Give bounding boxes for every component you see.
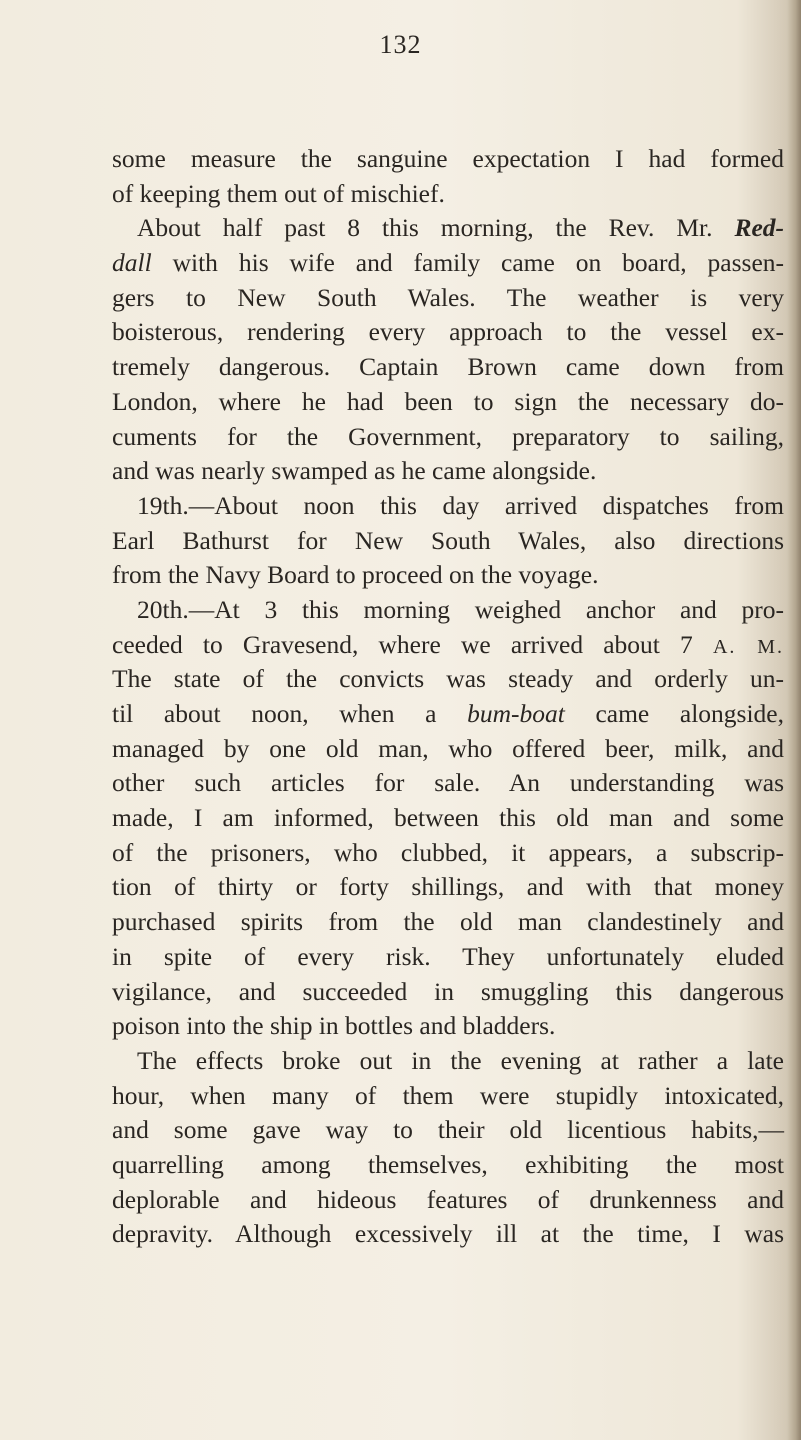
text-line: The effects broke out in the evening at rather a late [137,1045,784,1075]
text-line: dall with his wife and family came on board, passen- [112,248,784,278]
text-line: and was nearly swamped as he came alongside. [112,456,597,486]
text-line: ceeded to Gravesend, where we arrived about 7 A. M. [112,629,785,659]
text-line: of keeping them out of mischief. [112,178,445,208]
text-line: gers to New South Wales. The weather is very [112,282,784,312]
text-line: quarrelling among themselves, exhibiting the most [112,1149,784,1179]
text-line: tremely dangerous. Captain Brown came down from [112,352,784,382]
text-line: purchased spirits from the old man clandestinely and [112,907,784,937]
text-line: of the prisoners, who clubbed, it appears, a subscrip- [112,837,784,867]
text-line: cuments for the Government, preparatory to sailing, [112,421,784,451]
text-line: in spite of every risk. They unfortunately eluded [112,941,784,971]
text-line: other such articles for sale. An understanding was [112,768,784,798]
text-line: poison into the ship in bottles and bladders. [112,1011,556,1041]
text-line: from the Navy Board to proceed on the voyage. [112,560,599,590]
text-line: hour, when many of them were stupidly intoxicated, [112,1080,784,1110]
text-line: vigilance, and succeeded in smuggling this dangerous [112,976,784,1006]
body-text [112,142,784,1252]
text-line: managed by one old man, who offered beer, milk, and [112,733,784,763]
text-line: tion of thirty or forty shillings, and with that money [112,872,784,902]
text-line: made, I am informed, between this old man and some [112,803,784,833]
text-line: 20th.—At 3 this morning weighed anchor and pro- [137,594,784,624]
text-line: and some gave way to their old licentious habits,— [112,1115,784,1145]
text-line: About half past 8 this morning, the Rev. Mr. Red- [137,213,785,243]
text-line: til about noon, when a bum-boat came alongside, [112,699,784,728]
text-line: boisterous, rendering every approach to the vessel ex- [112,317,784,347]
text-line: deplorable and hideous features of drunkenness and [112,1184,784,1214]
text-line: Earl Bathurst for New South Wales, also directions [112,525,784,555]
text-line: The state of the convicts was steady and orderly un- [112,664,784,694]
text-line: depravity. Although excessively ill at the time, I was [112,1219,784,1249]
page-edge-shadow [787,0,801,1440]
text-line: 19th.—About noon this day arrived dispatches from [137,490,784,520]
text-line: some measure the sanguine expectation I had formed [112,144,784,173]
text-line: London, where he had been to sign the necessary do- [112,386,784,416]
page-number: 132 [379,30,422,59]
